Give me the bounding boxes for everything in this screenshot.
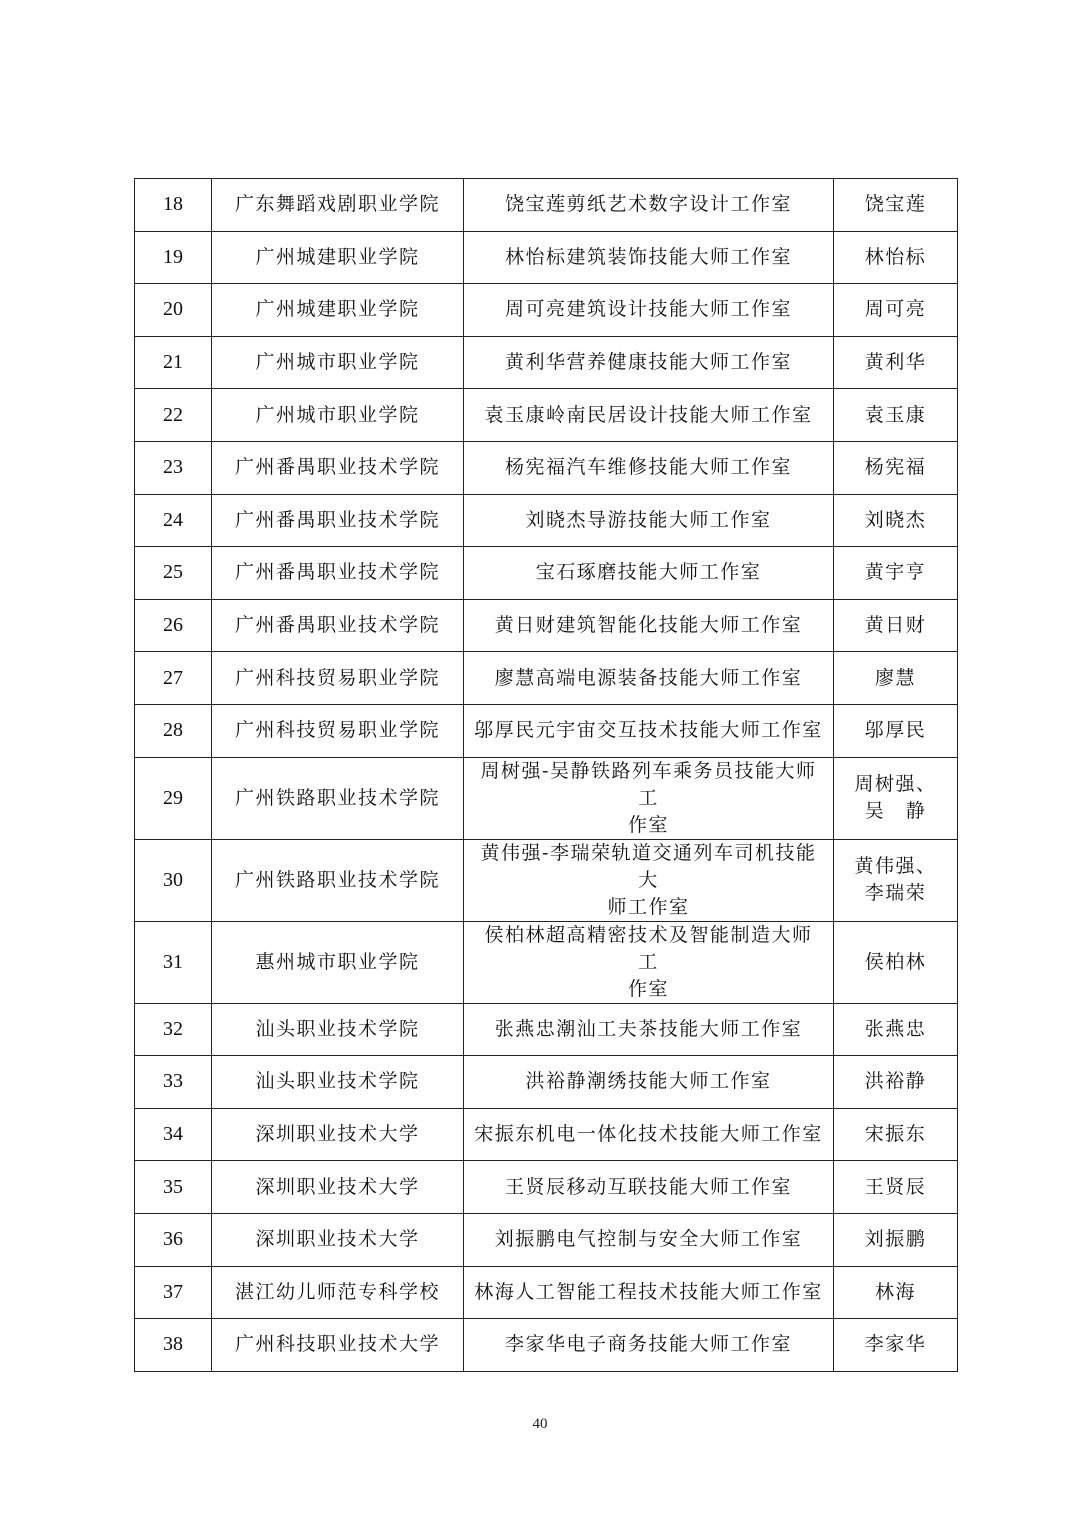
- cell-studio: [464, 231, 834, 284]
- cell-master: [834, 1266, 958, 1319]
- table-row: [135, 839, 958, 921]
- page-number: 40: [532, 1416, 548, 1432]
- cell-school: 广州科技贸易职业学院: [212, 704, 464, 757]
- cell-school: 广州番禺职业技术学院: [212, 441, 464, 494]
- cell-number: 29: [135, 757, 212, 839]
- studio-name-line: 刘振鹏电气控制与安全大师工作室: [494, 1228, 803, 1251]
- studio-name-line: 宋振东机电一体化技术技能大师工作室: [474, 1123, 823, 1146]
- cell-school: 深圳职业技术大学: [212, 1108, 464, 1161]
- cell-school: 广州铁路职业技术学院: [212, 757, 464, 839]
- studio-list-table: [134, 178, 958, 1372]
- studio-name-line: 侯柏林超高精密技术及智能制造大师工: [484, 923, 813, 973]
- table-row: [135, 547, 958, 600]
- cell-studio: [464, 1161, 834, 1214]
- cell-master: [834, 704, 958, 757]
- cell-master: [834, 757, 958, 839]
- master-name-line: 袁玉康: [864, 403, 927, 426]
- studio-name-line: 周树强-吴静铁路列车乘务员技能大师工: [480, 759, 817, 809]
- master-name-line: 林怡标: [864, 245, 927, 268]
- cell-studio: [464, 1056, 834, 1109]
- cell-studio: [464, 389, 834, 442]
- cell-master: [834, 1108, 958, 1161]
- table-body: [135, 179, 958, 1372]
- table-row: [135, 1319, 958, 1372]
- cell-number: 38: [135, 1319, 212, 1372]
- cell-number: 27: [135, 652, 212, 705]
- studio-name-line: 黄日财建筑智能化技能大师工作室: [494, 614, 803, 637]
- cell-studio: [464, 179, 834, 232]
- cell-number: 26: [135, 599, 212, 652]
- table-row: [135, 284, 958, 337]
- master-name-line: 周树强、: [854, 773, 937, 796]
- cell-studio: [464, 1213, 834, 1266]
- studio-name-line: 李家华电子商务技能大师工作室: [504, 1333, 792, 1356]
- studio-name-line: 作室: [627, 813, 669, 836]
- cell-number: 18: [135, 179, 212, 232]
- table-row: [135, 1213, 958, 1266]
- cell-number: 36: [135, 1213, 212, 1266]
- master-name-line: 李家华: [864, 1333, 927, 1356]
- cell-studio: [464, 284, 834, 337]
- cell-school: 广州城建职业学院: [212, 231, 464, 284]
- master-name-line: 李瑞荣: [864, 882, 927, 905]
- studio-name-line: 邬厚民元宇宙交互技术技能大师工作室: [474, 719, 823, 742]
- cell-master: [834, 179, 958, 232]
- table-row: [135, 389, 958, 442]
- studio-name-line: 周可亮建筑设计技能大师工作室: [504, 298, 792, 321]
- table-row: [135, 652, 958, 705]
- master-name-line: 林海: [874, 1280, 916, 1303]
- cell-school: 汕头职业技术学院: [212, 1003, 464, 1056]
- table-row: [135, 336, 958, 389]
- cell-number: 20: [135, 284, 212, 337]
- table-row: [135, 599, 958, 652]
- master-name-line: 廖慧: [874, 666, 916, 689]
- table-row: [135, 1161, 958, 1214]
- studio-name-line: 林海人工智能工程技术技能大师工作室: [474, 1280, 823, 1303]
- cell-master: [834, 921, 958, 1003]
- cell-master: [834, 494, 958, 547]
- cell-number: 21: [135, 336, 212, 389]
- cell-studio: [464, 839, 834, 921]
- studio-name-line: 黄利华营养健康技能大师工作室: [504, 351, 792, 374]
- studio-name-line: 王贤辰移动互联技能大师工作室: [504, 1175, 792, 1198]
- master-name-line: 刘振鹏: [864, 1228, 927, 1251]
- cell-studio: [464, 652, 834, 705]
- cell-master: [834, 336, 958, 389]
- cell-master: [834, 1213, 958, 1266]
- cell-studio: [464, 494, 834, 547]
- table-row: [135, 757, 958, 839]
- cell-school: 汕头职业技术学院: [212, 1056, 464, 1109]
- master-name-line: 侯柏林: [864, 950, 927, 973]
- table-row: [135, 1056, 958, 1109]
- cell-school: 广州番禺职业技术学院: [212, 599, 464, 652]
- table-row: [135, 921, 958, 1003]
- master-name-line: 洪裕静: [864, 1070, 927, 1093]
- cell-school: 湛江幼儿师范专科学校: [212, 1266, 464, 1319]
- master-name-line: 黄日财: [864, 614, 927, 637]
- cell-master: [834, 389, 958, 442]
- cell-studio: [464, 704, 834, 757]
- studio-name-line: 宝石琢磨技能大师工作室: [535, 561, 762, 584]
- cell-school: 广州城市职业学院: [212, 389, 464, 442]
- cell-number: 28: [135, 704, 212, 757]
- table-row: [135, 231, 958, 284]
- cell-number: 32: [135, 1003, 212, 1056]
- cell-number: 25: [135, 547, 212, 600]
- studio-name-line: 刘晓杰导游技能大师工作室: [525, 508, 772, 531]
- cell-school: 广州番禺职业技术学院: [212, 547, 464, 600]
- cell-number: 23: [135, 441, 212, 494]
- cell-master: [834, 547, 958, 600]
- cell-master: [834, 1161, 958, 1214]
- table-row: [135, 494, 958, 547]
- cell-school: 广州科技贸易职业学院: [212, 652, 464, 705]
- studio-name-line: 林怡标建筑装饰技能大师工作室: [504, 245, 792, 268]
- studio-name-line: 张燕忠潮汕工夫茶技能大师工作室: [494, 1017, 803, 1040]
- cell-master: [834, 284, 958, 337]
- master-name-line: 张燕忠: [864, 1017, 927, 1040]
- studio-name-line: 黄伟强-李瑞荣轨道交通列车司机技能大: [480, 841, 817, 891]
- cell-number: 19: [135, 231, 212, 284]
- cell-master: [834, 231, 958, 284]
- cell-studio: [464, 757, 834, 839]
- cell-studio: [464, 1003, 834, 1056]
- cell-master: [834, 441, 958, 494]
- cell-master: [834, 1003, 958, 1056]
- studio-name-line: 袁玉康岭南民居设计技能大师工作室: [484, 403, 813, 426]
- master-name-line: 周可亮: [864, 298, 927, 321]
- master-name-line: 王贤辰: [864, 1175, 927, 1198]
- cell-school: 广州城市职业学院: [212, 336, 464, 389]
- cell-master: [834, 652, 958, 705]
- cell-number: 35: [135, 1161, 212, 1214]
- cell-school: 广州城建职业学院: [212, 284, 464, 337]
- table-row: [135, 1108, 958, 1161]
- table-row: [135, 1266, 958, 1319]
- table-row: [135, 179, 958, 232]
- master-name-line: 饶宝莲: [864, 193, 927, 216]
- cell-school: 广州科技职业技术大学: [212, 1319, 464, 1372]
- cell-master: [834, 839, 958, 921]
- cell-school: 广州铁路职业技术学院: [212, 839, 464, 921]
- cell-school: 广州番禺职业技术学院: [212, 494, 464, 547]
- studio-name-line: 师工作室: [607, 895, 690, 918]
- cell-studio: [464, 921, 834, 1003]
- studio-name-line: 饶宝莲剪纸艺术数字设计工作室: [504, 193, 792, 216]
- cell-master: [834, 1056, 958, 1109]
- cell-number: 33: [135, 1056, 212, 1109]
- master-name-line: 黄伟强、: [854, 855, 937, 878]
- studio-name-line: 洪裕静潮绣技能大师工作室: [525, 1070, 772, 1093]
- cell-studio: [464, 1266, 834, 1319]
- cell-number: 30: [135, 839, 212, 921]
- master-name-line: 刘晓杰: [864, 508, 927, 531]
- cell-studio: [464, 547, 834, 600]
- master-name-line: 邬厚民: [864, 719, 927, 742]
- table-row: [135, 704, 958, 757]
- cell-school: 惠州城市职业学院: [212, 921, 464, 1003]
- studio-name-line: 作室: [627, 977, 669, 1000]
- cell-school: 广东舞蹈戏剧职业学院: [212, 179, 464, 232]
- cell-number: 24: [135, 494, 212, 547]
- cell-number: 31: [135, 921, 212, 1003]
- cell-studio: [464, 1319, 834, 1372]
- master-name-line: 宋振东: [864, 1123, 927, 1146]
- master-name-line: 吴 静: [864, 800, 927, 823]
- table-row: [135, 441, 958, 494]
- cell-studio: [464, 1108, 834, 1161]
- master-name-line: 杨宪福: [864, 456, 927, 479]
- cell-studio: [464, 336, 834, 389]
- cell-number: 34: [135, 1108, 212, 1161]
- cell-studio: [464, 441, 834, 494]
- cell-number: 22: [135, 389, 212, 442]
- cell-school: 深圳职业技术大学: [212, 1161, 464, 1214]
- master-name-line: 黄宇亨: [864, 561, 927, 584]
- table-row: [135, 1003, 958, 1056]
- cell-school: 深圳职业技术大学: [212, 1213, 464, 1266]
- cell-studio: [464, 599, 834, 652]
- studio-name-line: 廖慧高端电源装备技能大师工作室: [494, 666, 803, 689]
- cell-master: [834, 1319, 958, 1372]
- cell-master: [834, 599, 958, 652]
- master-name-line: 黄利华: [864, 351, 927, 374]
- studio-name-line: 杨宪福汽车维修技能大师工作室: [504, 456, 792, 479]
- cell-number: 37: [135, 1266, 212, 1319]
